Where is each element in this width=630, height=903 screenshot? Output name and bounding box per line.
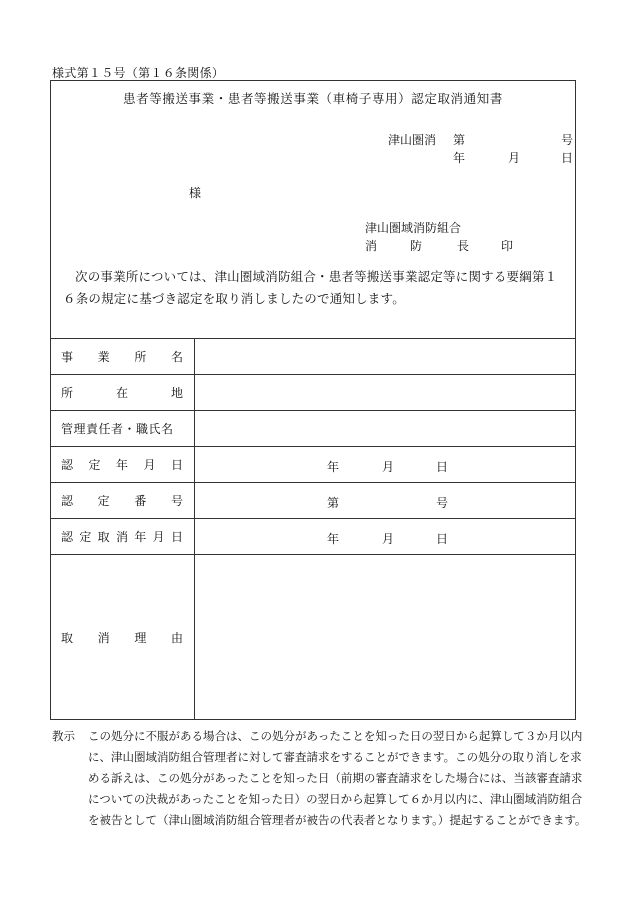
field-label-certification-date: 認 定 年 月 日 [51, 447, 195, 483]
body-text: 次の事業所については、津山圏域消防組合・患者等搬送事業認定等に関する要綱第１６条の規定に基づき認定を取り消しましたので通知します。 [63, 269, 558, 306]
fields-table [50, 338, 576, 720]
field-label-manager: 管理責任者・職氏名 [51, 411, 195, 447]
table-row [51, 483, 576, 519]
field-value-business-name[interactable] [195, 339, 576, 375]
doc-number-go: 号 [561, 133, 574, 147]
date-month: 月 [508, 151, 521, 165]
table-row [51, 519, 576, 555]
table-row [51, 411, 576, 447]
field-value-revocation-reason[interactable] [195, 555, 576, 720]
number-dai: 第 [327, 496, 340, 510]
issuer-title-char-3: 長 [457, 239, 470, 253]
number-go: 号 [436, 496, 449, 510]
table-row [51, 447, 576, 483]
date-year: 年 [453, 151, 466, 165]
doc-number-prefix: 津山圏消 [388, 133, 437, 147]
date-month: 月 [382, 532, 395, 546]
table-row [51, 339, 576, 375]
appeal-notice [52, 726, 592, 831]
field-value-location[interactable] [195, 375, 576, 411]
field-label-business-name: 事 業 所 名 [51, 339, 195, 375]
date-year: 年 [327, 460, 340, 474]
issuer-title-char-1: 消 [365, 239, 378, 253]
table-row [51, 555, 576, 720]
issuer-title-char-2: 防 [410, 239, 423, 253]
field-value-certification-number[interactable] [195, 483, 576, 519]
notice-text: この処分に不服がある場合は、この処分があったことを知った日の翌日から起算して３か月以内に、津山圏域消防組合管理者に対して審査請求をすることができます。この処分の取り消しを求める訴えは、この処分があったことを知った日（前期の審査請求をした場合には、当該審査請求についての決裁があったことを知った日）の翌日から起算して６か月以内に、津山圏域消防組合を被告として（津山圏域消防組合管理者が被告の代表者となります。）提起することができます。 [88, 729, 587, 827]
field-label-revocation-reason: 取 消 理 由 [51, 555, 195, 720]
field-value-manager[interactable] [195, 411, 576, 447]
doc-number-dai: 第 [453, 133, 466, 147]
date-month: 月 [382, 460, 395, 474]
field-label-revocation-date: 認 定 取 消 年 月 日 [51, 519, 195, 555]
date-day: 日 [561, 151, 574, 165]
date-day: 日 [436, 532, 449, 546]
seal-mark: 印 [501, 239, 514, 253]
field-value-revocation-date[interactable] [195, 519, 576, 555]
notice-head: 教示 [52, 729, 75, 743]
document-title: 患者等搬送事業・患者等搬送事業（車椅子専用）認定取消通知書 [123, 91, 503, 106]
date-day: 日 [436, 460, 449, 474]
field-value-certification-date[interactable] [195, 447, 576, 483]
field-label-location: 所 在 地 [51, 375, 195, 411]
notice-form [50, 80, 576, 720]
issuer-organization: 津山圏域消防組合 [365, 221, 462, 235]
date-year: 年 [327, 532, 340, 546]
table-row [51, 375, 576, 411]
field-label-certification-number: 認 定 番 号 [51, 483, 195, 519]
addressee-sama: 様 [189, 186, 202, 200]
form-number: 様式第１５号（第１６条関係） [52, 66, 225, 80]
